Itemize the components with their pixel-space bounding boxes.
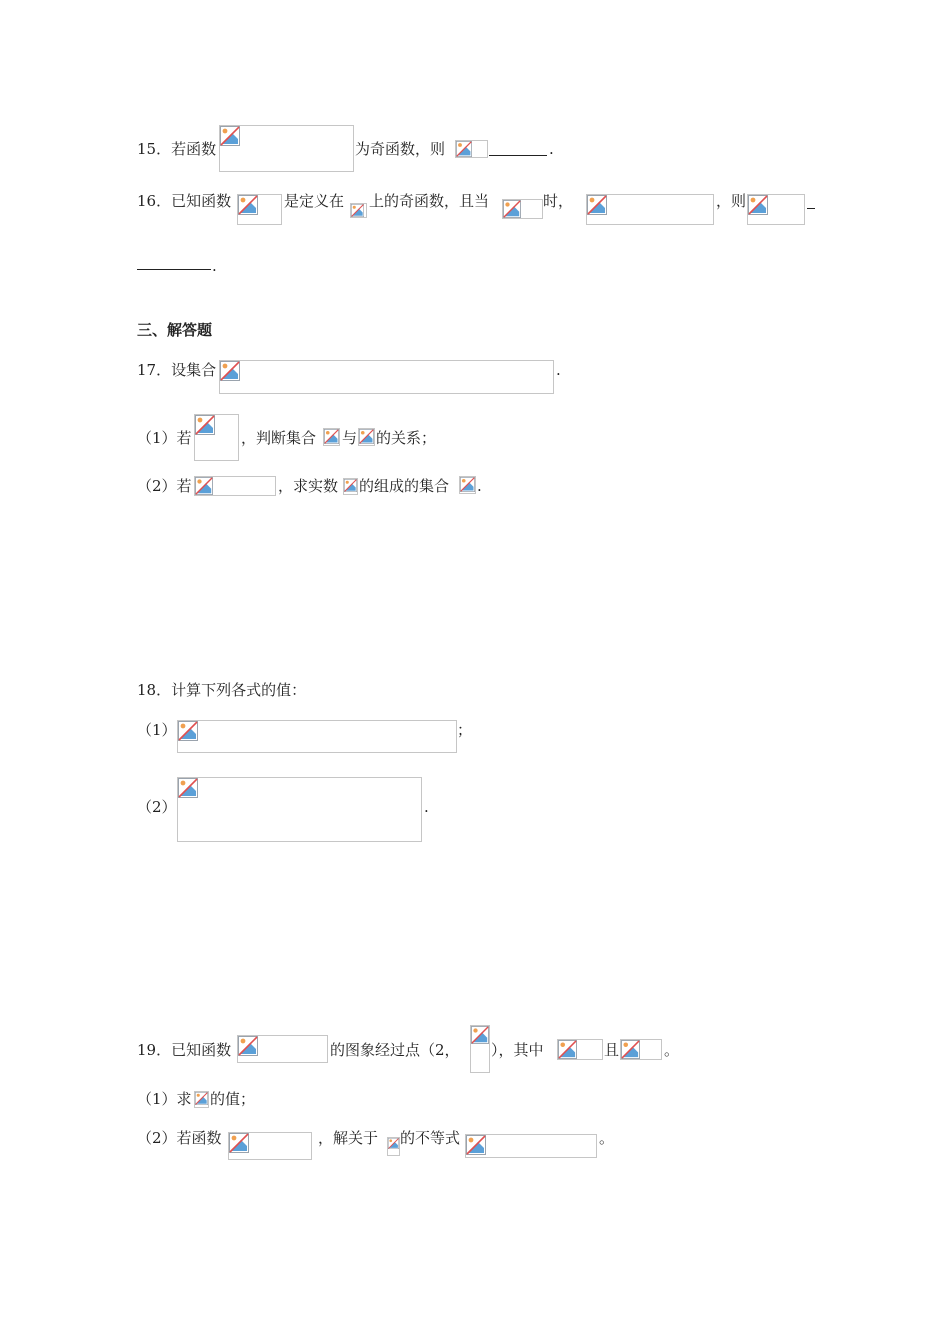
broken-image-icon xyxy=(195,1092,208,1105)
q15-line: 15．若函数 xyxy=(137,140,217,158)
answer-blank xyxy=(807,208,815,209)
broken-image-icon xyxy=(220,126,240,146)
broken-image-icon xyxy=(351,204,364,217)
formula-image xyxy=(586,194,714,225)
formula-image xyxy=(459,476,476,494)
q18-line: 18．计算下列各式的值： xyxy=(137,681,307,699)
q17-number: 17． xyxy=(137,361,172,379)
broken-image-icon xyxy=(388,1138,399,1149)
formula-image xyxy=(237,194,282,225)
formula-image xyxy=(358,428,375,446)
broken-image-icon xyxy=(359,429,374,444)
broken-image-icon xyxy=(456,141,472,157)
broken-image-icon xyxy=(220,361,240,381)
broken-image-icon xyxy=(195,477,213,495)
broken-image-icon xyxy=(460,477,475,492)
q16-number: 16． xyxy=(137,192,172,210)
formula-image xyxy=(194,476,276,496)
broken-image-icon xyxy=(238,195,258,215)
answer-blank xyxy=(489,155,547,156)
q17-line: 17．设集合 xyxy=(137,361,217,379)
formula-image xyxy=(557,1039,603,1060)
formula-image xyxy=(177,777,422,842)
broken-image-icon xyxy=(621,1040,640,1059)
formula-image xyxy=(470,1025,490,1073)
section-heading: 三、解答题 xyxy=(137,321,213,339)
formula-image xyxy=(387,1137,400,1156)
formula-image xyxy=(237,1035,328,1063)
broken-image-icon xyxy=(344,479,357,492)
broken-image-icon xyxy=(178,721,198,741)
formula-image xyxy=(455,140,488,158)
q16-line: 16．已知函数 xyxy=(137,192,232,210)
formula-image xyxy=(194,414,239,461)
formula-image xyxy=(177,720,457,753)
formula-image xyxy=(219,360,554,394)
formula-image xyxy=(502,199,543,219)
formula-image xyxy=(343,478,358,495)
answer-blank xyxy=(137,269,211,270)
formula-image xyxy=(194,1091,209,1108)
formula-image xyxy=(747,194,805,225)
broken-image-icon xyxy=(558,1040,577,1059)
q18-number: 18． xyxy=(137,681,172,699)
formula-image xyxy=(620,1039,662,1060)
broken-image-icon xyxy=(324,429,339,444)
formula-image xyxy=(465,1134,597,1158)
broken-image-icon xyxy=(195,415,215,435)
broken-image-icon xyxy=(503,200,521,218)
q15-number: 15． xyxy=(137,140,172,158)
broken-image-icon xyxy=(178,778,198,798)
formula-image xyxy=(219,125,354,172)
formula-image xyxy=(228,1132,312,1160)
broken-image-icon xyxy=(471,1026,489,1044)
q19-line: 19．已知函数 xyxy=(137,1041,232,1059)
broken-image-icon xyxy=(748,195,768,215)
broken-image-icon xyxy=(229,1133,249,1153)
broken-image-icon xyxy=(466,1135,486,1155)
q19-number: 19． xyxy=(137,1041,172,1059)
broken-image-icon xyxy=(238,1036,258,1056)
formula-image xyxy=(350,203,367,218)
broken-image-icon xyxy=(587,195,607,215)
formula-image xyxy=(323,428,340,446)
